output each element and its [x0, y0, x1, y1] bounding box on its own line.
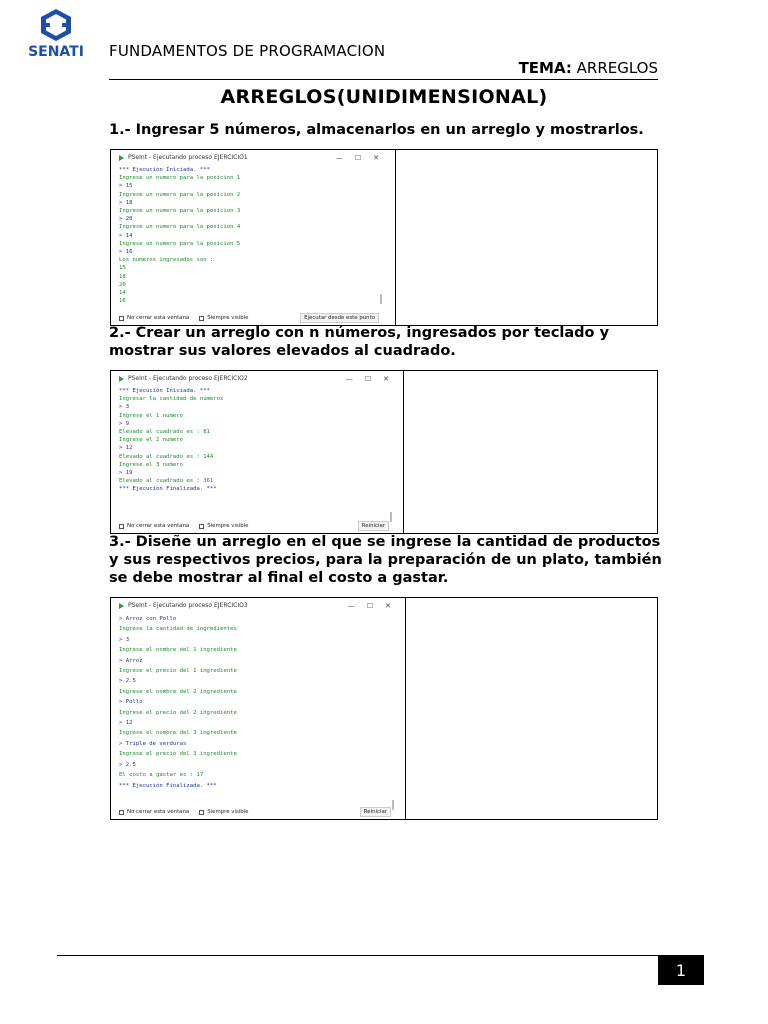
- console-line: > 16: [119, 249, 133, 256]
- window-controls: [346, 372, 389, 385]
- page-number: 1: [658, 955, 704, 985]
- console-line: Ingrese el nombre del 3 ingrediente: [119, 730, 237, 737]
- pseint-run-icon: [119, 603, 124, 609]
- console-line: Ingrese el 1 numero: [119, 412, 183, 419]
- console-line: Ingrese un numero para la posicion 1: [119, 175, 241, 182]
- pseint-run-icon: [119, 376, 124, 382]
- pseint-window-1: [113, 151, 385, 324]
- console-line: *** Ejecución Finalizada. ***: [119, 782, 217, 789]
- console-line: > Triple de verduras: [119, 740, 187, 747]
- console-line: > 12: [119, 720, 133, 727]
- console-line: > 3: [119, 636, 130, 643]
- console-line: Ingrese el nombre del 2 ingrediente: [119, 688, 237, 695]
- window-title: PSeInt - Ejecutando proceso EJERCICIO1: [128, 154, 248, 161]
- topic-value: ARREGLOS: [576, 59, 658, 77]
- window-controls: [348, 599, 391, 612]
- console-line: > 15: [119, 183, 133, 190]
- course-title: FUNDAMENTOS DE PROGRAMACION: [109, 42, 386, 60]
- page-title: ARREGLOS(UNIDIMENSIONAL): [220, 86, 548, 108]
- topic-label: TEMA:: [518, 59, 572, 77]
- exercise-1-frame: [110, 149, 658, 326]
- console-line: > Pollo: [119, 699, 143, 706]
- always-visible-checkbox[interactable]: [199, 316, 204, 321]
- window-title: PSeInt - Ejecutando proceso EJERCICIO3: [128, 602, 248, 609]
- restart-button[interactable]: Reiniciar: [358, 521, 389, 531]
- console-line: Ingrese el 2 numero: [119, 437, 183, 444]
- console-line: Ingrese el 3 numero: [119, 461, 183, 468]
- console-line: 16: [119, 298, 126, 305]
- console-output: [113, 164, 385, 305]
- console-line: 20: [119, 281, 126, 288]
- console-line: Ingrese el nombre del 1 ingrediente: [119, 647, 237, 654]
- scrollbar-thumb[interactable]: [380, 294, 382, 304]
- minimize-icon[interactable]: —: [335, 153, 343, 162]
- maximize-icon[interactable]: ☐: [354, 153, 362, 162]
- console-line: > 18: [119, 199, 133, 206]
- exercise-2-frame: [110, 370, 658, 534]
- frame-divider: [403, 371, 404, 533]
- restart-button[interactable]: Reiniciar: [360, 807, 391, 817]
- console-line: Ingrese la cantidad de ingredientes: [119, 626, 237, 633]
- minimize-icon[interactable]: —: [345, 374, 353, 383]
- minimize-icon[interactable]: —: [347, 601, 355, 610]
- console-output: [113, 612, 397, 791]
- console-line: Elevado al cuadrado es : 81: [119, 429, 210, 436]
- console-line: Ingrese un numero para la posicion 2: [119, 191, 241, 198]
- console-line: > 14: [119, 232, 133, 239]
- always-visible-checkbox[interactable]: [199, 524, 204, 529]
- console-output: [113, 385, 395, 494]
- console-line: Elevado al cuadrado es : 361: [119, 478, 214, 485]
- console-line: > 9: [119, 420, 130, 427]
- window-footer: [113, 312, 385, 324]
- close-icon[interactable]: ✕: [383, 374, 389, 383]
- frame-divider: [395, 150, 396, 325]
- console-line: Ingresar la cantidad de números: [119, 396, 224, 403]
- maximize-icon[interactable]: ☐: [366, 601, 374, 610]
- no-close-checkbox[interactable]: [119, 524, 124, 529]
- window-title: PSeInt - Ejecutando proceso EJERCICIO2: [128, 375, 248, 382]
- console-line: > Arroz con Pollo: [119, 616, 177, 622]
- close-icon[interactable]: ✕: [385, 601, 391, 610]
- no-close-label: No cerrar esta ventana: [127, 523, 190, 529]
- always-visible-label: Siempre visible: [207, 809, 249, 815]
- run-from-here-button[interactable]: Ejecutar desde este punto: [300, 313, 379, 323]
- topic-line: [519, 59, 658, 77]
- console-line: Ingrese un numero para la posicion 3: [119, 208, 241, 215]
- maximize-icon[interactable]: ☐: [364, 374, 372, 383]
- console-line: > 2.5: [119, 761, 136, 768]
- frame-divider: [405, 598, 406, 819]
- console-line: 18: [119, 273, 126, 280]
- console-line: Ingrese el precio del 2 ingrediente: [119, 709, 237, 716]
- no-close-checkbox[interactable]: [119, 316, 124, 321]
- window-controls: [336, 151, 379, 164]
- console-line: *** Ejecución Iniciada. ***: [119, 388, 210, 394]
- console-line: > 19: [119, 470, 133, 477]
- senati-logo: [24, 8, 88, 60]
- console-line: Ingrese el precio del 3 ingrediente: [119, 751, 237, 758]
- console-line: > 20: [119, 216, 133, 223]
- no-close-checkbox[interactable]: [119, 810, 124, 815]
- exercise-3-frame: [110, 597, 658, 820]
- console-line: > 12: [119, 445, 133, 452]
- pseint-run-icon: [119, 155, 124, 161]
- console-line: 15: [119, 265, 126, 272]
- console-line: Los numeros ingresados son :: [119, 257, 214, 264]
- console-line: > 3: [119, 404, 130, 411]
- window-footer: [113, 520, 395, 532]
- exercise-2-statement: 2.- Crear un arreglo con n números, ingresados por teclado y mostrar sus valores elevados al cuadrado.: [109, 325, 610, 359]
- logo-text: SENATI: [28, 44, 84, 60]
- no-close-label: No cerrar esta ventana: [127, 809, 190, 815]
- no-close-label: No cerrar esta ventana: [127, 315, 190, 321]
- exercise-1-statement: 1.- Ingresar 5 números, almacenarlos en un arreglo y mostrarlos.: [109, 122, 644, 138]
- always-visible-label: Siempre visible: [207, 523, 249, 529]
- senati-emblem-icon: [38, 8, 74, 42]
- header-divider: [109, 79, 658, 80]
- always-visible-checkbox[interactable]: [199, 810, 204, 815]
- always-visible-label: Siempre visible: [207, 315, 249, 321]
- pseint-window-2: [113, 372, 395, 532]
- console-line: Ingrese un numero para la posicion 5: [119, 240, 241, 247]
- console-line: > Arroz: [119, 657, 143, 664]
- pseint-window-3: [113, 599, 397, 818]
- window-footer: [113, 806, 397, 818]
- footer-divider: [57, 955, 659, 956]
- console-line: *** Ejecución Finalizada. ***: [119, 486, 217, 493]
- console-line: Ingrese un numero para la posicion 4: [119, 224, 241, 231]
- console-line: Elevado al cuadrado es : 144: [119, 453, 214, 460]
- exercise-3-statement: 3.- Diseñe un arreglo en el que se ingrese la cantidad de productos y sus respectivos precios, para la preparación de un plato, también se debe mostrar al final el costo a gastar.: [109, 534, 662, 586]
- console-line: El costo a gastar es : 17: [119, 772, 204, 779]
- console-line: *** Ejecución Iniciada. ***: [119, 167, 210, 173]
- close-icon[interactable]: ✕: [373, 153, 379, 162]
- console-line: > 2.5: [119, 678, 136, 685]
- console-line: 14: [119, 290, 126, 297]
- console-line: Ingrese el precio del 1 ingrediente: [119, 668, 237, 675]
